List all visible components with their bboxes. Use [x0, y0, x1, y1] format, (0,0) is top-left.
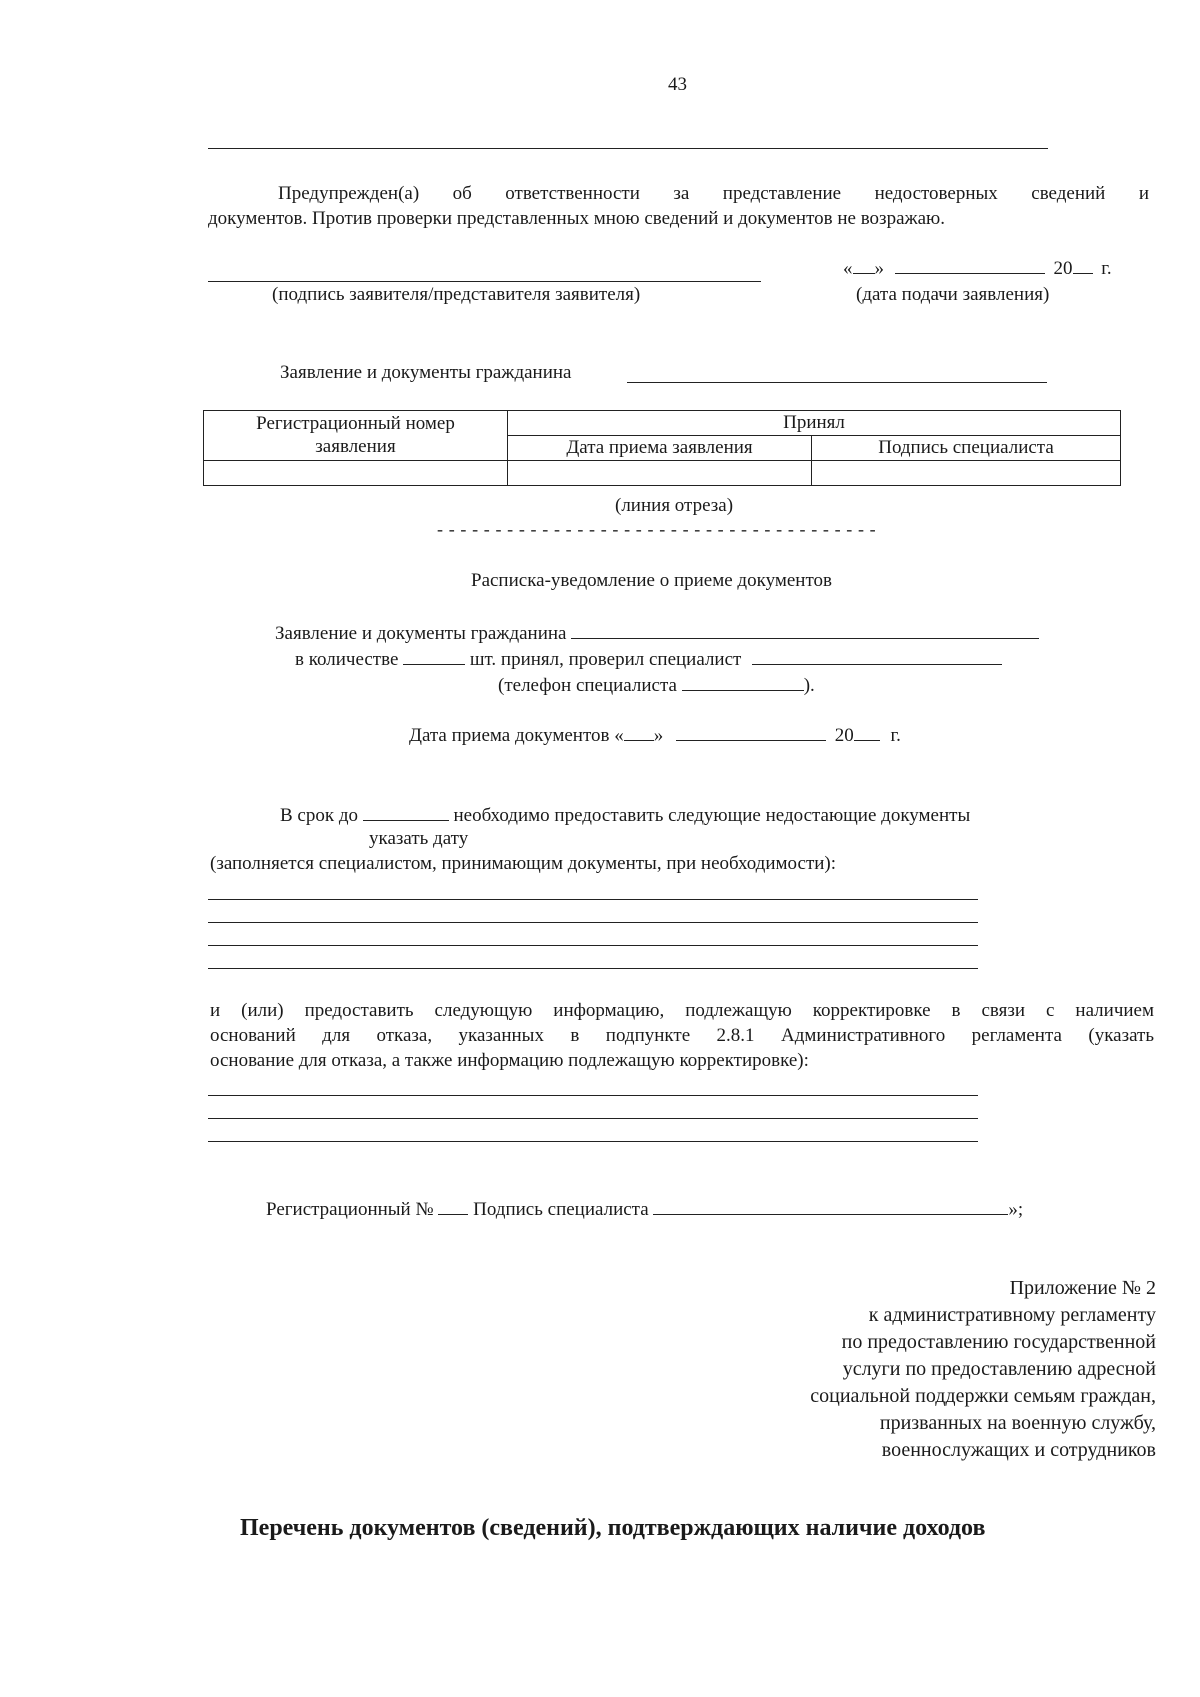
specialist-signature-cell[interactable]	[812, 461, 1121, 486]
cut-line: - - - - - - - - - - - - - - - - - - - - - - - - - - - - - - - - - - - - - -	[437, 519, 877, 539]
deadline-line	[280, 804, 970, 828]
appendix-line-3: по предоставлению государственной	[841, 1331, 1156, 1353]
correction-field-line-3[interactable]	[208, 1141, 978, 1142]
appendix-block	[810, 1275, 1156, 1464]
date-month-field[interactable]	[895, 257, 1045, 274]
date-day-field[interactable]	[853, 257, 875, 274]
appendix-line-4: услуги по предоставлению адресной	[842, 1358, 1156, 1380]
registration-footer	[266, 1198, 1023, 1222]
date-caption: (дата подачи заявления)	[856, 284, 1050, 305]
registration-table	[203, 410, 1121, 486]
year-suffix: г.	[1101, 258, 1112, 279]
receipt-day-field[interactable]	[624, 724, 654, 741]
citizen-name-field[interactable]	[627, 382, 1047, 383]
citizen-docs-label: Заявление и документы гражданина	[280, 362, 572, 383]
warning-line-2: документов. Против проверки представленных мною сведений и документов не возражаю.	[208, 208, 946, 229]
year-field[interactable]	[1073, 257, 1093, 274]
specialist-name-field[interactable]	[752, 648, 1002, 665]
page-number: 43	[668, 74, 687, 95]
receipt-line-3	[498, 674, 815, 698]
date-accepted-header: Дата приема заявления	[508, 436, 812, 461]
reg-number-header	[204, 411, 508, 461]
appendix-line-6: призванных на военную службу,	[879, 1412, 1156, 1434]
receipt-line-2	[295, 648, 1002, 672]
receipt-citizen-label: Заявление и документы гражданина	[275, 623, 567, 644]
deadline-date-field[interactable]	[363, 804, 449, 821]
appendix-line-2: к административному регламенту	[868, 1304, 1156, 1326]
footer-signature-field[interactable]	[653, 1198, 1008, 1215]
receipt-line-1	[275, 622, 1039, 646]
receipt-year-field[interactable]	[854, 724, 880, 741]
correction-field-line-2[interactable]	[208, 1118, 978, 1119]
missing-docs-line-2[interactable]	[208, 922, 978, 923]
accepted-text: шт. принял, проверил специалист	[469, 649, 742, 670]
appendix-line-1: Приложение № 2	[1009, 1277, 1156, 1299]
missing-docs-line-4[interactable]	[208, 968, 978, 969]
correction-field-line-1[interactable]	[208, 1095, 978, 1096]
accepted-header: Принял	[508, 411, 1121, 436]
year-prefix: 20	[1053, 258, 1073, 279]
top-rule	[208, 148, 1048, 149]
receipt-year-suffix: г.	[890, 725, 901, 746]
phone-label: (телефон специалиста	[498, 675, 677, 696]
receipt-date-label: Дата приема документов «	[409, 725, 624, 746]
appendix-line-5: социальной поддержки семьям граждан,	[810, 1385, 1156, 1407]
phone-close: ).	[803, 675, 815, 696]
phone-field[interactable]	[682, 674, 804, 691]
deadline-text: необходимо предоставить следующие недостающие документы	[453, 805, 971, 826]
correction-line-1: и (или) предоставить следующую информацию, подлежащую корректировке в связи с наличием	[210, 1000, 1154, 1021]
receipt-year-prefix: 20	[834, 725, 854, 746]
signature-caption: (подпись заявителя/представителя заявителя)	[272, 284, 641, 305]
signature-date	[843, 257, 1112, 281]
deadline-hint: указать дату	[369, 828, 469, 849]
date-accepted-cell[interactable]	[508, 461, 812, 486]
warning-line-1: Предупрежден(а) об ответственности за представление недостоверных сведений и	[278, 183, 1149, 204]
date-close-quote: »	[874, 258, 884, 279]
receipt-date-line	[409, 724, 901, 748]
reg-number-header-line1: Регистрационный номер	[256, 412, 455, 434]
deadline-note: (заполняется специалистом, принимающим документы, при необходимости):	[210, 853, 837, 874]
specialist-signature-header: Подпись специалиста	[812, 436, 1121, 461]
reg-number-cell[interactable]	[204, 461, 508, 486]
receipt-citizen-field[interactable]	[571, 622, 1039, 639]
date-open-quote: «	[843, 258, 853, 279]
section-title: Перечень документов (сведений), подтверждающих наличие доходов	[240, 1515, 986, 1541]
missing-docs-line-3[interactable]	[208, 945, 978, 946]
cut-line-label: (линия отреза)	[615, 495, 734, 516]
signature-line[interactable]	[208, 281, 761, 282]
appendix-line-7: военнослужащих и сотрудников	[881, 1439, 1156, 1461]
receipt-date-close: »	[653, 725, 664, 746]
reg-number-label: Регистрационный №	[266, 1199, 434, 1220]
reg-number-field[interactable]	[438, 1198, 468, 1215]
quantity-label: в количестве	[295, 649, 399, 670]
quantity-field[interactable]	[403, 648, 465, 665]
footer-end: »;	[1008, 1199, 1024, 1220]
footer-signature-label: Подпись специалиста	[473, 1199, 649, 1220]
missing-docs-line-1[interactable]	[208, 899, 978, 900]
receipt-month-field[interactable]	[676, 724, 826, 741]
reg-number-header-line2: заявления	[315, 435, 396, 457]
deadline-prefix: В срок до	[280, 805, 359, 826]
correction-line-3: основание для отказа, а также информацию подлежащую корректировке):	[210, 1050, 809, 1071]
correction-line-2: оснований для отказа, указанных в подпункте 2.8.1 Административного регламента (указать	[210, 1025, 1154, 1046]
receipt-title: Расписка-уведомление о приеме документов	[471, 570, 832, 591]
